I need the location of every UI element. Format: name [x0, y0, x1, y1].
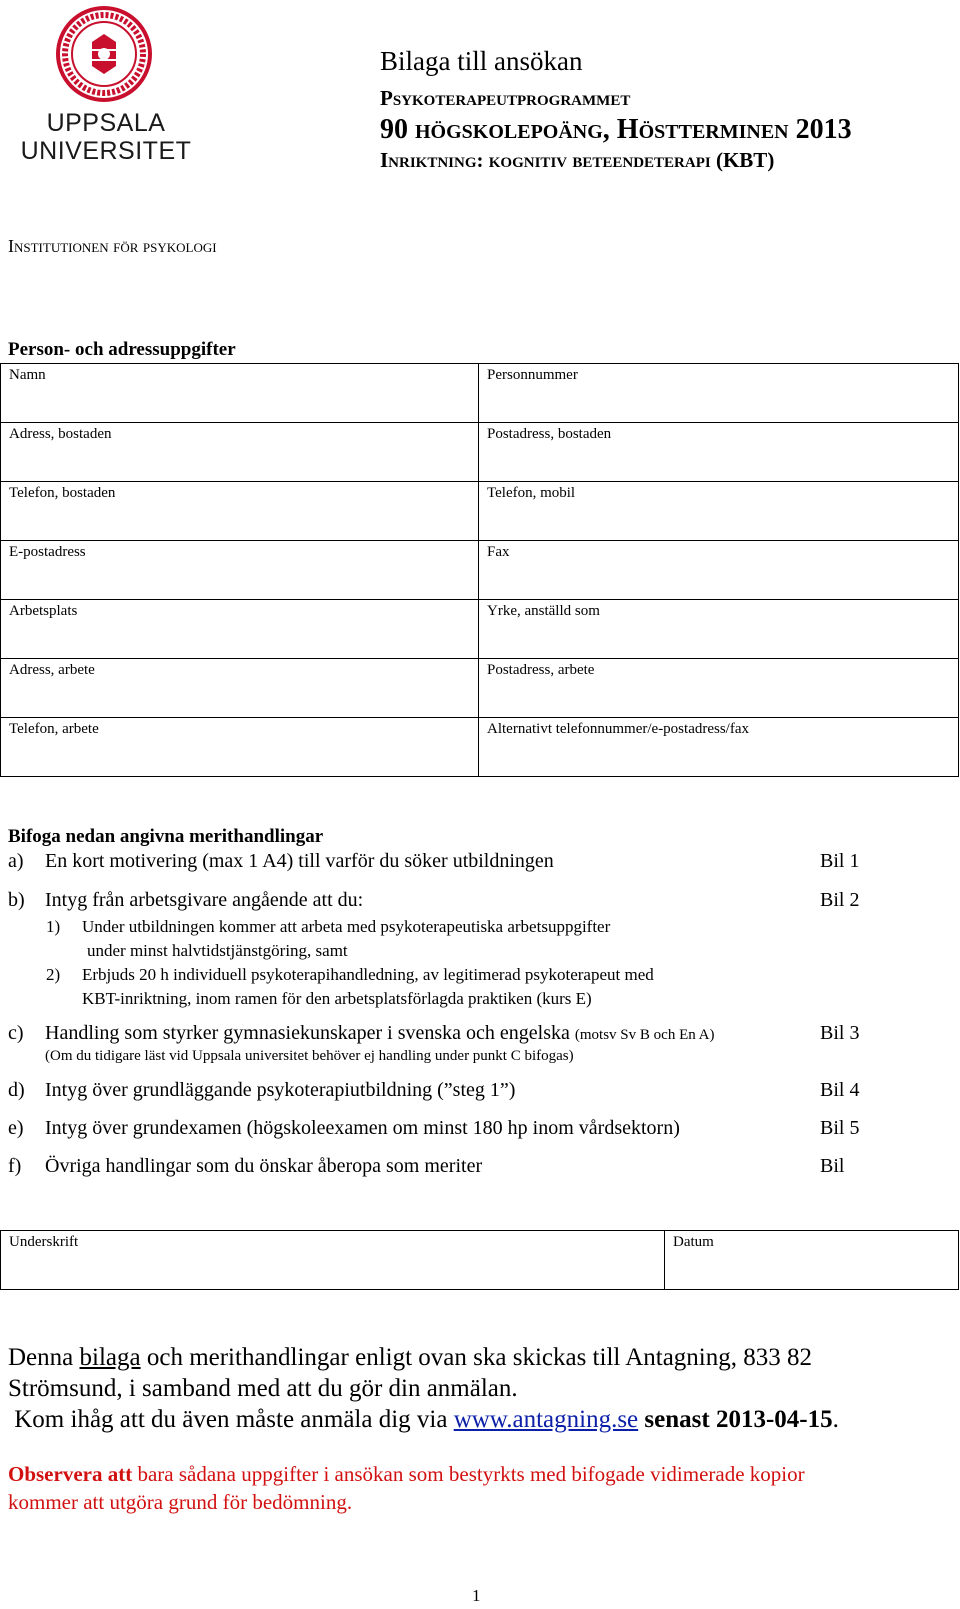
field-personnummer[interactable]: Personnummer	[479, 364, 959, 423]
field-adress-bostaden[interactable]: Adress, bostaden	[1, 423, 479, 482]
footer-line-2: Strömsund, i samband med att du gör din anmälan.	[8, 1375, 518, 1402]
document-title: Bilaga till ansökan	[380, 46, 583, 76]
sub-item-text-continued: KBT-inriktning, inom ramen för den arbetsplatsförlagda praktiken (kurs E)	[82, 989, 592, 1008]
item-letter: a)	[8, 850, 24, 872]
signature-table	[0, 1230, 959, 1290]
notice-line-1	[8, 1462, 805, 1487]
item-text: Intyg från arbetsgivare angående att du:	[45, 889, 364, 911]
item-letter: d)	[8, 1079, 25, 1101]
university-seal-icon	[20, 4, 192, 108]
item-note: (motsv Sv B och En A)	[574, 1027, 715, 1043]
footer-text: .	[832, 1406, 839, 1433]
item-text: En kort motivering (max 1 A4) till varför du söker utbildningen	[45, 850, 554, 872]
bil-label-a: Bil 1	[820, 850, 860, 872]
item-letter: b)	[8, 889, 25, 911]
notice-text: bara sådana uppgifter i ansökan som bestyrkts med bifogade vidimerade kopior	[132, 1462, 805, 1486]
logo-line-2: UNIVERSITET	[20, 137, 192, 165]
item-letter: e)	[8, 1117, 24, 1139]
sub-item-text: Under utbildningen kommer att arbeta med psykoterapeutiska arbetsuppgifter	[82, 917, 611, 936]
field-fax[interactable]: Fax	[479, 541, 959, 600]
item-text: Handling som styrker gymnasiekunskaper i svenska och engelska	[45, 1022, 570, 1044]
attachment-item-e	[8, 1117, 788, 1143]
institution-name: Institutionen för psykologi	[8, 236, 217, 256]
person-form-table	[0, 363, 959, 777]
field-datum[interactable]: Datum	[665, 1231, 959, 1290]
item-text: Intyg över grundläggande psykoterapiutbildning (”steg 1”)	[45, 1079, 516, 1101]
attachment-item-d	[8, 1079, 788, 1105]
footer-line-3	[8, 1406, 839, 1434]
footer-line-1	[8, 1344, 812, 1372]
bil-label-e: Bil 5	[820, 1117, 860, 1139]
program-credits-term: 90 högskolepoäng, Höstterminen 2013	[380, 114, 852, 145]
footer-text: och merithandlingar enligt ovan ska skickas till Antagning, 833 82	[140, 1344, 813, 1371]
field-namn[interactable]: Namn	[1, 364, 479, 423]
notice-line-2: kommer att utgöra grund för bedömning.	[8, 1490, 353, 1514]
program-direction: Inriktning: kognitiv beteendeterapi (KBT)	[380, 148, 775, 172]
field-postadress-arbete[interactable]: Postadress, arbete	[479, 659, 959, 718]
bil-label-d: Bil 4	[820, 1079, 860, 1101]
program-name: Psykoterapeutprogrammet	[380, 86, 631, 110]
field-e-postadress[interactable]: E-postadress	[1, 541, 479, 600]
item-text: Övriga handlingar som du önskar åberopa som meriter	[45, 1155, 483, 1177]
notice-bold: Observera att	[8, 1462, 133, 1486]
attachment-item-a	[8, 850, 788, 876]
field-arbetsplats[interactable]: Arbetsplats	[1, 600, 479, 659]
bil-label-c: Bil 3	[820, 1022, 860, 1044]
field-adress-arbete[interactable]: Adress, arbete	[1, 659, 479, 718]
field-telefon-mobil[interactable]: Telefon, mobil	[479, 482, 959, 541]
logo-line-1: UPPSALA	[46, 109, 166, 137]
sub-item-text: Erbjuds 20 h individuell psykoterapihandledning, av legitimerad psykoterapeut med	[82, 965, 654, 984]
deadline-text: senast 2013-04-15	[638, 1406, 833, 1433]
footer-text: Denna	[8, 1344, 80, 1371]
item-letter: f)	[8, 1155, 22, 1177]
antagning-link[interactable]: www.antagning.se	[453, 1406, 639, 1433]
attachment-item-b	[8, 889, 788, 915]
person-section-heading: Person- och adressuppgifter	[8, 339, 236, 360]
bil-label-b: Bil 2	[820, 889, 860, 911]
bilaga-underlined: bilaga	[79, 1344, 141, 1371]
field-yrke[interactable]: Yrke, anställd som	[479, 600, 959, 659]
page-number: 1	[472, 1586, 481, 1605]
field-alternativt-kontakt[interactable]: Alternativt telefonnummer/e-postadress/fax	[479, 718, 959, 777]
sub-item-number: 1)	[46, 917, 61, 936]
field-underskrift[interactable]: Underskrift	[1, 1231, 665, 1290]
item-text: Intyg över grundexamen (högskoleexamen om minst 180 hp inom vårdsektorn)	[45, 1117, 680, 1139]
field-postadress-bostaden[interactable]: Postadress, bostaden	[479, 423, 959, 482]
bil-label-f: Bil	[820, 1155, 845, 1177]
sub-item-text-continued: under minst halvtidstjänstgöring, samt	[87, 941, 348, 960]
item-letter: c)	[8, 1022, 24, 1044]
attachments-heading: Bifoga nedan angivna merithandlingar	[8, 826, 324, 847]
sub-item-number: 2)	[46, 965, 61, 984]
footer-text: Kom ihåg att du även måste anmäla dig via	[8, 1406, 454, 1433]
field-telefon-bostaden[interactable]: Telefon, bostaden	[1, 482, 479, 541]
attachment-item-c	[8, 1022, 808, 1048]
field-telefon-arbete[interactable]: Telefon, arbete	[1, 718, 479, 777]
attachment-item-f	[8, 1155, 788, 1181]
uppsala-university-logo	[20, 4, 192, 170]
item-c-subnote: (Om du tidigare läst vid Uppsala universitet behöver ej handling under punkt C bifogas)	[45, 1048, 574, 1064]
